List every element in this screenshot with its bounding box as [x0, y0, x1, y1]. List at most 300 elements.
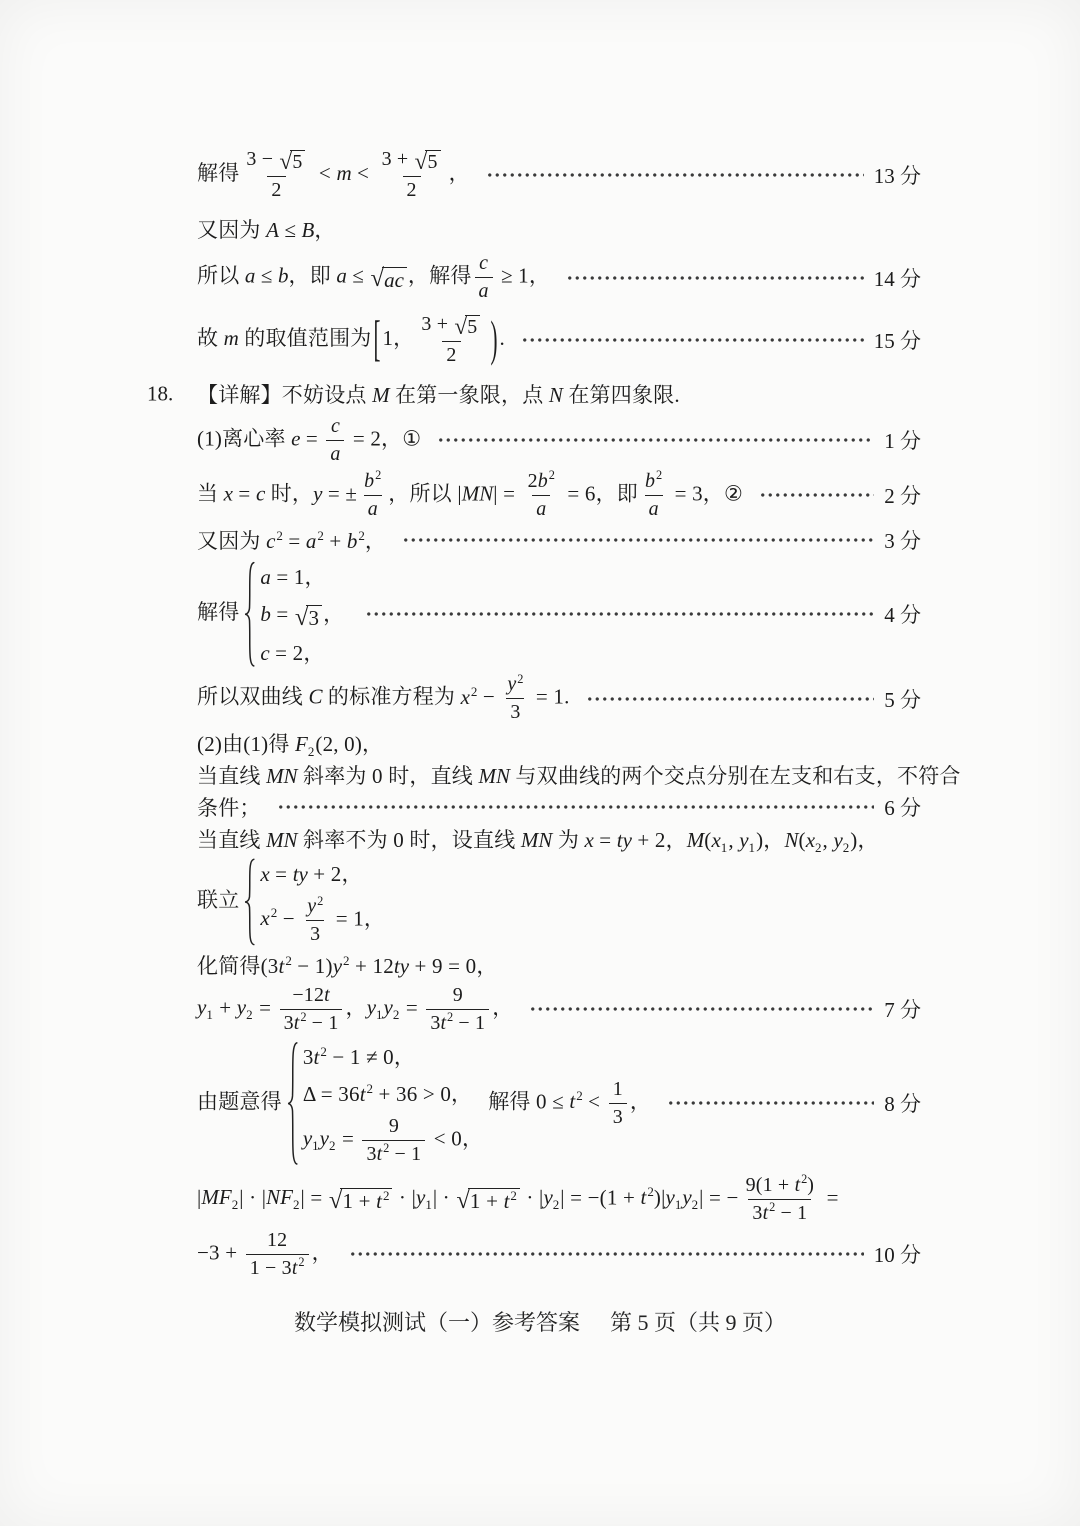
math-text: 1: [612, 1077, 623, 1100]
fraction-numerator: [449, 984, 467, 1009]
line-content: [197, 1041, 651, 1166]
dotted-leader: [402, 535, 874, 545]
superscript: 2: [510, 1188, 517, 1204]
subscript: 1: [748, 840, 756, 856]
math-variable: $t^2$: [640, 1184, 654, 1210]
math-variable: $y_2$: [833, 828, 850, 856]
math-variable: x: [223, 481, 233, 506]
fraction-numerator: [378, 148, 446, 176]
math-text: 3 −: [246, 148, 279, 170]
math-text: =: [232, 481, 256, 506]
subscript: 2: [691, 1197, 699, 1213]
superscript: 2: [382, 1188, 390, 1204]
math-text: ，: [364, 528, 387, 553]
math-variable: MN: [266, 764, 298, 789]
math-text: | =: [493, 481, 521, 506]
math-variable: $t^2$: [440, 1010, 454, 1034]
solution-line: [197, 824, 921, 854]
sqrt-expression: [454, 315, 480, 339]
math-text: .: [499, 325, 505, 350]
fraction: [503, 673, 527, 724]
fraction-denominator: [506, 698, 524, 724]
solution-line: [197, 310, 921, 367]
math-text: = 1.: [530, 684, 570, 709]
math-text: · |: [393, 1185, 416, 1210]
math-text: 当直线: [197, 764, 267, 789]
subscript: 1: [206, 1007, 213, 1023]
math-variable: MN: [461, 481, 494, 506]
solution-line: [197, 214, 921, 244]
math-text: − 1: [453, 1011, 486, 1034]
line-content: [197, 824, 879, 854]
math-variable: $t^2$: [278, 953, 292, 979]
math-text: + 2，: [631, 828, 687, 853]
math-variable: $x^2$: [460, 683, 478, 709]
line-content: [197, 984, 513, 1035]
radical-icon: √: [414, 148, 428, 175]
math-variable: c: [260, 641, 270, 666]
math-variable: a: [648, 497, 659, 520]
math-text: 1 +: [469, 1189, 504, 1214]
math-text: | · |: [239, 1185, 267, 1210]
math-variable: $NF_2$: [266, 1185, 300, 1213]
math-text: | ·: [432, 1185, 456, 1210]
math-text: ≤: [346, 263, 370, 288]
line-content: [197, 310, 505, 367]
math-variable: $t^2$: [376, 1188, 390, 1214]
math-variable: $y_1$: [197, 995, 213, 1023]
math-variable: A: [266, 218, 279, 243]
math-variable: $t^2$: [313, 1043, 327, 1069]
math-text: = 6，即: [561, 481, 638, 506]
math-variable: $a^2$: [305, 527, 324, 553]
line-content: [197, 525, 386, 555]
math-text: ≤: [278, 218, 302, 243]
fraction: [417, 313, 485, 367]
math-text: 1，: [382, 325, 415, 350]
math-text: 2: [406, 179, 417, 202]
math-text: ，: [314, 218, 336, 243]
footer-title: 数学模拟测试（一）参考答案: [293, 1310, 580, 1335]
line-content: [197, 1229, 333, 1280]
math-variable: $y_2$: [319, 1126, 336, 1154]
fraction-numerator: [242, 148, 310, 176]
subscript: 2: [815, 840, 822, 856]
math-variable: $x_2$: [805, 828, 822, 856]
math-variable: x: [584, 828, 594, 853]
math-text: · |: [520, 1185, 544, 1210]
math-variable: ty: [292, 862, 308, 887]
fraction: [378, 148, 446, 202]
math-text: −3 +: [197, 1239, 243, 1264]
sqrt-expression: [456, 1188, 520, 1213]
math-variable: B: [301, 218, 315, 243]
score-label: 6 分: [884, 796, 921, 821]
score-label: 3 分: [884, 528, 921, 553]
fraction-denominator: [280, 1009, 343, 1035]
subscript: 2: [231, 1197, 239, 1213]
cases-row: [260, 561, 325, 591]
dotted-leader: [365, 609, 874, 619]
fraction-denominator: [362, 1140, 425, 1166]
math-variable: N: [784, 828, 799, 853]
math-variable: $y_2$: [236, 995, 253, 1023]
math-variable: y: [313, 481, 323, 506]
math-variable: $y_1$: [366, 995, 383, 1023]
line-content: [197, 415, 421, 466]
superscript: 2: [647, 1184, 654, 1200]
math-text: (: [704, 828, 712, 853]
math-variable: $y_2$: [543, 1185, 560, 1213]
dotted-leader: [521, 335, 864, 345]
solution-line: [197, 1229, 921, 1280]
math-text: 解得: [197, 599, 240, 624]
math-text: 所以: [197, 263, 245, 288]
superscript: 2: [358, 527, 365, 543]
radical-icon: √: [328, 1186, 343, 1214]
math-variable: M: [686, 828, 705, 853]
fraction-denominator: [475, 277, 493, 303]
math-text: )，: [756, 828, 785, 853]
superscript: 2: [317, 527, 324, 543]
math-text: 当: [197, 481, 224, 506]
score-label: 4 分: [884, 603, 921, 628]
fraction-numerator: [385, 1115, 403, 1140]
math-text: (2)由(1)得: [197, 732, 296, 757]
math-text: 3: [366, 1142, 377, 1165]
footer-page-number: 第 5 页（共 9 页）: [610, 1310, 787, 1335]
cases-row: [303, 1041, 415, 1071]
math-variable: b: [278, 263, 289, 288]
math-variable: t: [324, 984, 330, 1007]
math-text: =: [300, 426, 324, 451]
fraction-denominator: [532, 495, 550, 521]
dotted-leader: [566, 273, 864, 283]
subscript: 1: [312, 1138, 319, 1154]
math-text: 2: [527, 469, 538, 492]
math-text: 3 +: [421, 312, 454, 335]
cases-group: [242, 561, 344, 668]
math-text: = 1，: [270, 564, 326, 589]
math-text: < 0，: [428, 1126, 484, 1151]
math-text: 由题意得: [197, 1089, 282, 1114]
math-text: +: [323, 528, 347, 553]
superscript: 2: [801, 1172, 808, 1187]
math-text: 2: [271, 179, 282, 202]
fraction: [641, 470, 666, 521]
solution-line: [197, 470, 921, 521]
radical-icon: √: [279, 148, 293, 175]
fraction: [360, 470, 385, 521]
cases-group: [242, 858, 385, 946]
fraction-denominator: [306, 920, 324, 946]
math-variable: a: [260, 564, 271, 589]
math-variable: c: [479, 252, 488, 275]
math-text: −12: [292, 984, 325, 1007]
math-text: | =: [300, 1185, 328, 1210]
math-text: 联立: [197, 887, 240, 912]
solution-line: [197, 984, 921, 1035]
math-text: −: [277, 906, 301, 931]
subscript: 2: [328, 1138, 336, 1154]
math-text: <: [582, 1089, 606, 1114]
cases-row: [260, 598, 344, 631]
math-text: 为: [552, 828, 585, 853]
dotted-leader: [277, 802, 875, 812]
math-text: 又因为: [197, 218, 267, 243]
cases-row: [303, 1115, 483, 1166]
superscript: 2: [769, 1200, 776, 1215]
math-text: ，即: [288, 263, 337, 288]
math-variable: $b^2$: [537, 468, 555, 492]
math-text: ，解得: [407, 263, 472, 288]
math-variable: m: [223, 325, 239, 350]
score-label: 7 分: [884, 998, 921, 1023]
math-variable: MN: [266, 828, 298, 853]
radical-icon: √: [456, 1186, 470, 1214]
sqrt-argument: [465, 315, 480, 339]
math-variable: ty: [616, 828, 632, 853]
fraction-numerator: [360, 470, 385, 495]
math-variable: $t^2$: [359, 1080, 374, 1106]
left-brace-icon: [242, 561, 256, 668]
math-text: +: [213, 995, 237, 1020]
math-variable: $y_2$: [383, 995, 400, 1023]
superscript: 2: [576, 1088, 583, 1104]
fraction: [242, 148, 310, 202]
math-variable: $b^2$: [346, 527, 365, 553]
score-label: 15 分: [873, 328, 921, 353]
math-variable: b: [260, 601, 271, 626]
superscript: 2: [517, 671, 524, 686]
math-text: )，: [850, 828, 879, 853]
score-label: 8 分: [884, 1092, 921, 1117]
math-text: 3: [308, 606, 320, 631]
math-text: ,: [728, 828, 740, 853]
fraction-denominator: [267, 176, 285, 202]
line-content: [197, 858, 390, 946]
math-text: + 9 = 0，: [409, 954, 498, 979]
fraction: [742, 1174, 819, 1225]
math-text: =: [253, 995, 277, 1020]
math-text: )|: [653, 1185, 666, 1210]
math-text: ≥ 1，: [495, 263, 551, 288]
math-variable: $x_1$: [711, 828, 728, 856]
cases-row: [260, 858, 362, 888]
math-variable: $x^2$: [260, 905, 278, 931]
left-brace-icon: [285, 1041, 299, 1166]
dotted-leader: [486, 170, 864, 180]
math-text: 3: [310, 923, 321, 946]
fraction-denominator: [645, 495, 663, 521]
math-variable: $F_2$: [295, 732, 315, 760]
cases-row: [260, 895, 385, 946]
score-label: 10 分: [873, 1243, 921, 1268]
math-text: − 1 ≠ 0，: [326, 1044, 416, 1069]
sqrt-expression: [279, 150, 305, 174]
math-variable: $y_1$: [739, 828, 756, 856]
fraction-denominator: [748, 1199, 811, 1225]
sqrt-expression: [415, 150, 441, 174]
math-variable: c: [255, 481, 266, 506]
math-text: =: [282, 528, 306, 553]
fraction-numerator: [303, 895, 327, 920]
math-text: ，所以 |: [388, 481, 462, 506]
math-variable: $t^2$: [503, 1188, 517, 1214]
fraction: [303, 895, 327, 946]
math-variable: MN: [478, 764, 510, 789]
math-text: <: [313, 160, 337, 185]
math-text: 与双曲线的两个交点分别在左支和右支，不符合: [509, 764, 961, 789]
superscript: 2: [285, 953, 292, 969]
big-bracket: [: [373, 310, 381, 367]
math-text: = 1，: [330, 906, 386, 931]
math-variable: a: [244, 263, 256, 288]
math-text: 5: [467, 316, 478, 339]
math-text: 3: [752, 1201, 763, 1224]
sqrt-argument: [425, 150, 440, 174]
math-text: ): [807, 1173, 815, 1196]
dotted-leader: [437, 435, 874, 445]
math-text: 3: [302, 1044, 314, 1069]
math-text: 时，: [265, 481, 314, 506]
math-text: 解得 0 ≤: [488, 1089, 570, 1114]
math-variable: $t^2$: [291, 1254, 305, 1279]
cases-row: [303, 1078, 472, 1108]
math-text: =: [269, 862, 293, 887]
math-text: 解得: [197, 160, 240, 185]
superscript: 2: [366, 1080, 374, 1096]
math-text: 1 − 3: [249, 1256, 292, 1279]
math-variable: $t^2$: [794, 1172, 808, 1196]
math-text: = 2，: [269, 641, 325, 666]
sqrt-expression: [371, 267, 407, 292]
fraction: [475, 252, 493, 303]
math-text: 3: [612, 1105, 623, 1128]
dotted-leader: [349, 1249, 864, 1259]
left-brace-icon: [242, 858, 256, 946]
math-variable: e: [291, 426, 301, 451]
fraction-numerator: [609, 1078, 627, 1103]
cases-group: [285, 1041, 483, 1166]
math-variable: $c^2$: [266, 527, 283, 553]
math-variable: $t^2$: [293, 1010, 307, 1034]
math-variable: MN: [520, 828, 553, 853]
line-content: [197, 760, 961, 790]
math-text: − 1: [775, 1201, 808, 1224]
math-text: + 2，: [307, 862, 363, 887]
big-bracket: ): [490, 310, 498, 367]
math-text: 9: [388, 1114, 399, 1137]
math-variable: $y^2$: [332, 953, 350, 979]
math-text: | = −: [699, 1185, 739, 1210]
radical-icon: √: [454, 313, 468, 340]
score-label: 2 分: [884, 484, 921, 509]
math-text: (2, 0)，: [315, 732, 384, 757]
dotted-leader: [586, 694, 875, 704]
fraction: [609, 1078, 627, 1129]
solution-lines: [147, 148, 961, 1280]
math-text: 5: [427, 151, 438, 174]
math-text: 5: [292, 151, 303, 174]
page-footer: [0, 1306, 1080, 1337]
math-text: |: [197, 1185, 202, 1210]
solution-line: [197, 950, 921, 980]
math-text: ，: [629, 1089, 652, 1114]
math-text: 又因为: [197, 528, 267, 553]
math-text: =: [821, 1185, 839, 1210]
superscript: 2: [300, 1010, 307, 1025]
subscript: 2: [842, 840, 850, 856]
math-variable: $y^2$: [307, 893, 324, 918]
solution-line: [197, 673, 921, 724]
math-text: (1)离心率: [197, 426, 292, 451]
math-text: ,: [822, 828, 834, 853]
math-variable: $y^2$: [507, 671, 524, 696]
math-variable: C: [308, 684, 323, 709]
fraction-denominator: [364, 495, 382, 521]
superscript: 2: [276, 527, 283, 543]
math-text: + 36 > 0，: [373, 1081, 473, 1106]
math-text: 斜率为 0 时，直线: [297, 764, 479, 789]
solution-line: [197, 148, 921, 202]
subscript: 2: [246, 1007, 253, 1023]
solution-line: [197, 858, 921, 946]
radical-icon: √: [294, 603, 309, 631]
math-text: 【详解】不妨设点: [197, 383, 373, 407]
math-text: 3: [510, 701, 521, 724]
cases-rows: [299, 1041, 483, 1166]
math-text: 的取值范围为: [238, 325, 372, 350]
math-text: 3: [430, 1011, 441, 1034]
fraction: [362, 1115, 425, 1166]
math-variable: c: [330, 415, 340, 437]
fraction-numerator: [263, 1229, 291, 1254]
math-variable: $y_1$: [415, 1185, 432, 1213]
line-content: [197, 252, 550, 303]
math-text: 故: [197, 325, 224, 350]
fraction: [246, 1229, 309, 1280]
fraction-denominator: [426, 1009, 489, 1035]
math-text: 3 +: [381, 148, 414, 170]
math-text: = 2，①: [347, 426, 422, 451]
sqrt-expression: [295, 605, 322, 630]
solution-line: [197, 525, 921, 555]
solution-line: [197, 760, 961, 790]
fraction-denominator: [609, 1103, 627, 1129]
solution-line: [197, 252, 921, 303]
solution-line: [147, 379, 921, 409]
solution-line: [197, 415, 921, 466]
cases-rows: [256, 858, 385, 946]
math-text: −: [477, 684, 501, 709]
solution-line: [197, 561, 921, 668]
math-text: =: [593, 828, 617, 853]
math-text: − 1: [389, 1142, 422, 1165]
line-content: [197, 792, 261, 822]
math-text: =: [400, 995, 424, 1020]
math-variable: N: [548, 383, 563, 407]
dotted-leader: [529, 1004, 874, 1014]
math-text: Δ = 36: [302, 1081, 360, 1106]
math-variable: x: [260, 862, 270, 887]
cases-rows: [256, 561, 344, 668]
sqrt-argument: [340, 1188, 392, 1213]
math-text: 的标准方程为: [322, 684, 461, 709]
line-content: [197, 148, 470, 202]
math-text: ，: [492, 995, 514, 1020]
sqrt-argument: [306, 605, 322, 630]
